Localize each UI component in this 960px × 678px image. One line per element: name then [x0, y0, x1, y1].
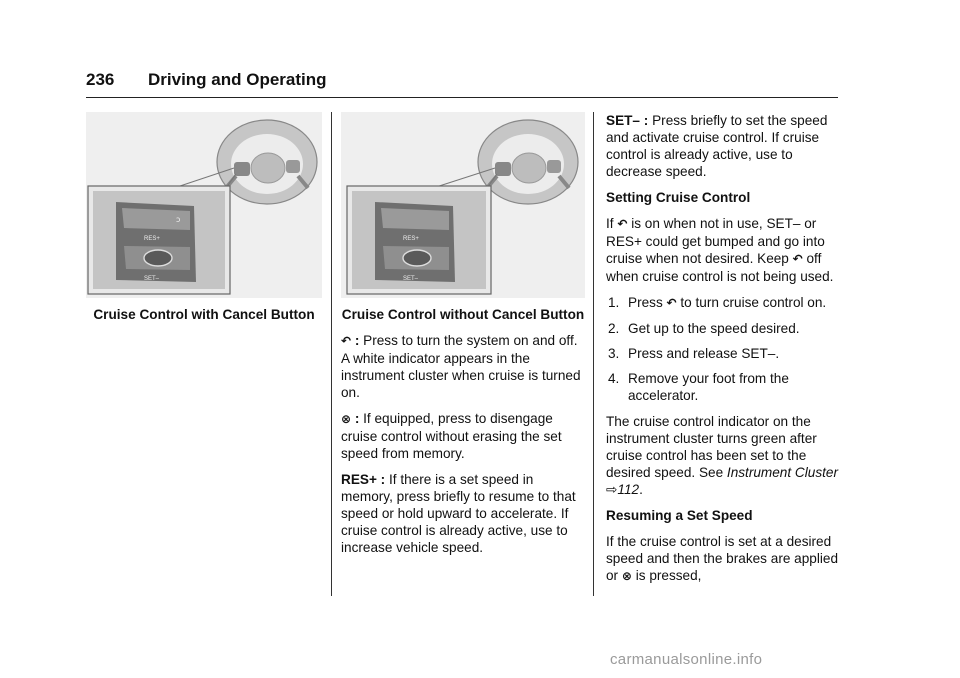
para-indicator	[606, 413, 842, 498]
step-text: Get up to the speed desired.	[628, 321, 800, 336]
item-cruise-term: :	[354, 333, 360, 348]
item-res-term: RES+ :	[341, 472, 386, 487]
cancel-icon: ⊗	[621, 569, 632, 583]
page-number: 236	[86, 70, 115, 89]
para-setting-b: is on when not in use, SET– or RES+ could get bumped and go into cruise when not desired. Keep	[606, 216, 825, 266]
fig1-set-label: SET–	[144, 276, 160, 282]
figure-cruise-without-cancel	[341, 112, 585, 298]
column-2	[341, 112, 585, 565]
page-ref[interactable]: 112	[617, 482, 640, 497]
para-resuming-a: If the cruise control is set at a desired speed and then the brakes are applied or	[606, 534, 839, 583]
figure2-caption: Cruise Control without Cancel Button	[341, 307, 585, 322]
list-item	[606, 370, 842, 404]
steps-list	[606, 294, 842, 404]
step-number: 3.	[608, 346, 620, 361]
step-text: to turn cruise control on.	[680, 295, 827, 310]
item-cruise-on-off	[341, 332, 585, 401]
list-item	[606, 345, 842, 362]
step-text: Press	[628, 295, 663, 310]
page-arrow-icon: ⇨	[606, 482, 618, 497]
section-title: Driving and Operating	[148, 70, 327, 89]
list-item	[606, 294, 842, 312]
column-3	[606, 112, 842, 594]
page-header	[86, 70, 327, 90]
instrument-cluster-link[interactable]: Instrument Cluster	[726, 465, 838, 480]
item-cruise-text: Press to turn the system on and off. A white indicator appears in the instrument cluster when cruise is turned on.	[341, 333, 581, 400]
cancel-icon: ⊗	[341, 412, 352, 426]
fig1-res-label: RES+	[144, 236, 160, 242]
heading-setting-cruise: Setting Cruise Control	[606, 190, 751, 205]
item-res-text: If there is a set speed in memory, press briefly to resume to that speed or hold upward to accelerate. If cruise control is already active, use to increase vehicle speed.	[341, 472, 576, 555]
item-cancel-term: :	[354, 411, 360, 426]
item-set	[606, 112, 842, 180]
header-rule	[86, 97, 838, 98]
cruise-on-off-icon: ↶	[792, 252, 803, 266]
fig2-res-label: RES+	[403, 236, 419, 242]
para-resuming-b: is pressed,	[635, 568, 702, 583]
list-item	[606, 320, 842, 337]
fig2-set-label: SET–	[403, 276, 419, 282]
step-text: Press and release SET–.	[628, 346, 780, 361]
para-indicator-end: .	[639, 482, 643, 497]
item-set-text: Press briefly to set the speed and activate cruise control. If cruise control is already active, use to decrease speed.	[606, 113, 828, 179]
para-setting	[606, 215, 842, 285]
cruise-on-off-icon: ↶	[666, 296, 677, 310]
cruise-on-off-icon: ↶	[341, 334, 352, 348]
watermark: carmanualsonline.info	[610, 651, 763, 668]
para-setting-c: off when cruise control is not being used.	[606, 251, 834, 284]
item-set-term: SET– :	[606, 113, 649, 128]
para-indicator-text: The cruise control indicator on the instrument cluster turns green after cruise control has been set to the desired speed. See	[606, 414, 817, 480]
item-cancel-text: If equipped, press to disengage cruise control without erasing the set speed from memory.	[341, 411, 562, 461]
step-number: 1.	[608, 295, 620, 310]
column-divider-2	[593, 112, 594, 596]
cruise-on-off-icon: ↶	[617, 217, 628, 231]
column-1	[86, 112, 322, 323]
para-resuming	[606, 533, 842, 585]
step-text: Remove your foot from the accelerator.	[628, 371, 789, 403]
figure-cruise-with-cancel	[86, 112, 322, 298]
figure1-caption: Cruise Control with Cancel Button	[93, 307, 315, 322]
para-setting-a: If	[606, 216, 614, 231]
item-res	[341, 471, 585, 556]
column-divider-1	[331, 112, 332, 596]
heading-resuming: Resuming a Set Speed	[606, 508, 753, 523]
fig1-cruise-icon: ↄ	[176, 215, 181, 224]
step-number: 4.	[608, 371, 620, 386]
item-cancel	[341, 410, 585, 462]
step-number: 2.	[608, 321, 620, 336]
